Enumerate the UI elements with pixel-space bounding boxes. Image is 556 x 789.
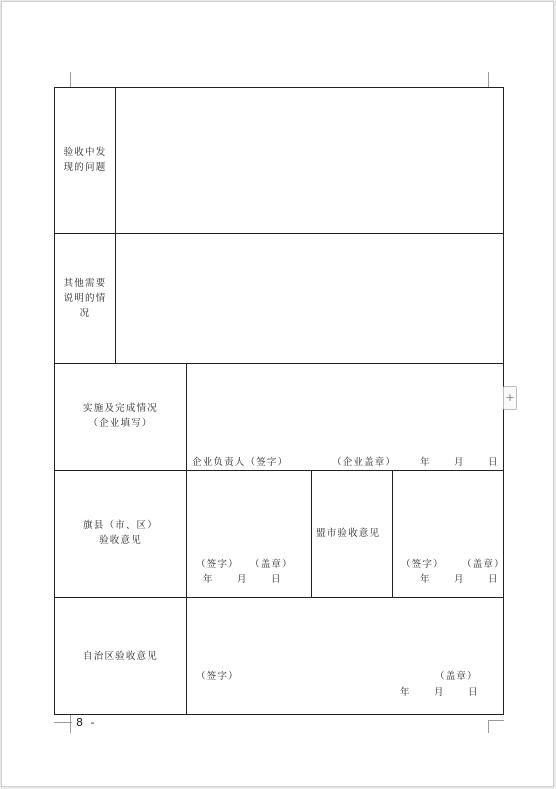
row4-label-line2: 验收意见 (99, 535, 142, 546)
row5-label: 自治区验收意见 (83, 651, 158, 662)
row2-label-line3: 况 (79, 308, 91, 319)
row4-label (55, 518, 186, 548)
row4-year: 年 (203, 574, 214, 585)
row3-sign-person: 企业负责人（签字） (192, 457, 289, 468)
row2-label-line1: 其他需要 (63, 278, 107, 289)
acceptance-form-table (54, 87, 504, 715)
row4-right-seal: （盖章） (462, 559, 505, 570)
row4-right-day: 日 (488, 574, 499, 585)
row3-label-line2: （企业填写） (88, 418, 153, 429)
row3-label-line1: 实施及完成情况 (83, 403, 158, 414)
row4-right-month: 月 (454, 574, 465, 585)
document-page (1, 1, 554, 787)
crop-mark-bottom-right-h (488, 720, 504, 721)
row4-day: 日 (271, 574, 282, 585)
row5-day: 日 (468, 687, 479, 698)
row3-seal: （企业盖章） (332, 457, 397, 468)
crop-mark-bottom-right-v (488, 720, 489, 733)
row4-label-line1: 旗县（市、区） (83, 520, 158, 531)
row4-month: 月 (237, 574, 248, 585)
row3-label (55, 401, 186, 431)
row5-year: 年 (400, 687, 411, 698)
row2-label (55, 276, 115, 321)
row4-right-sign: （签字） (401, 559, 444, 570)
page-number: 8 - (76, 716, 97, 729)
row-divider-3 (55, 470, 503, 471)
crop-mark-top-right-v (488, 72, 489, 87)
row5-input-area[interactable] (187, 598, 503, 668)
row5-seal: （盖章） (435, 671, 478, 682)
col-divider-row4-right (392, 470, 393, 597)
row4-sign: （签字） (196, 559, 239, 570)
add-button[interactable]: + (503, 386, 517, 410)
row1-label-line1: 验收中发 (63, 147, 107, 158)
row5-month: 月 (434, 687, 445, 698)
col-divider-row4-mid (311, 470, 312, 597)
row2-input-area[interactable] (116, 234, 503, 363)
row4-seal: （盖章） (250, 559, 293, 570)
crop-mark-bottom-left-v (70, 715, 71, 733)
row3-month: 月 (454, 457, 465, 468)
row4-mid-label: 盟市验收意见 (316, 528, 381, 539)
row3-year: 年 (420, 457, 431, 468)
row1-input-area[interactable] (116, 88, 503, 233)
row3-day: 日 (488, 457, 499, 468)
crop-mark-top-left-v (70, 72, 71, 87)
row2-label-line2: 说明的情 (63, 293, 107, 304)
row1-label-line2: 现的问题 (63, 162, 107, 173)
row3-input-area[interactable] (187, 364, 503, 456)
row1-label (55, 145, 115, 175)
row4-right-year: 年 (420, 574, 431, 585)
row5-sign: （签字） (196, 671, 239, 682)
